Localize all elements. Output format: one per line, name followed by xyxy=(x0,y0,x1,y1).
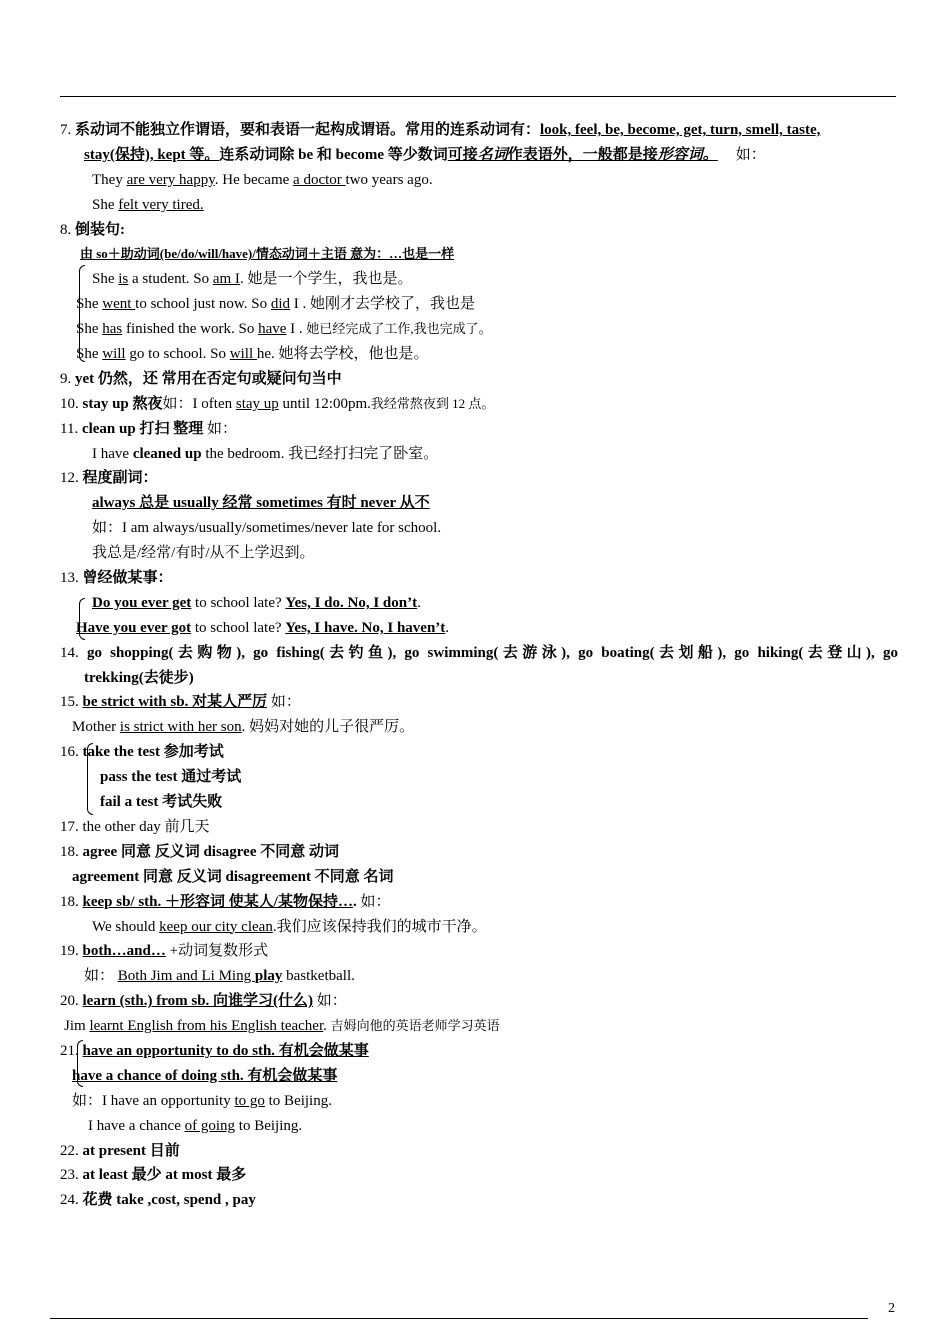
ex-text: . xyxy=(323,1018,331,1035)
item-21-example2 xyxy=(60,1114,898,1139)
ex-underline: will xyxy=(229,346,257,363)
item-11-example xyxy=(60,442,898,467)
item-number: 16. xyxy=(60,744,83,761)
ex-text: to school just now. So xyxy=(135,296,271,313)
ex-underline: felt very tired. xyxy=(118,196,204,213)
ex-text: . 妈妈对她的儿子很严厉。 xyxy=(241,719,415,736)
ex-text: I have xyxy=(92,445,133,462)
item-7-rule: 连系动词除 be 和 become 等少数词 xyxy=(219,146,448,163)
brace-item-16 xyxy=(87,743,93,815)
item-15-example xyxy=(60,715,898,740)
item-24 xyxy=(60,1188,898,1213)
ex-text: two years ago. xyxy=(345,171,433,188)
ex-text: 如：I have an opportunity xyxy=(72,1092,235,1109)
item-7-example1 xyxy=(60,168,898,193)
item-18b-heading: keep sb/ sth. ＋形容词 使某人/某物保持… xyxy=(82,893,353,910)
ex-text: . xyxy=(417,594,421,611)
ex-text: . xyxy=(445,619,450,636)
example-marker: 如： xyxy=(203,420,237,437)
item-number: 15. xyxy=(60,694,83,711)
ex-text: We should xyxy=(92,918,160,935)
item-10 xyxy=(60,392,898,417)
ex-underline: learnt English from his English teacher xyxy=(89,1018,324,1035)
ex-text: She xyxy=(76,296,103,313)
item-7-rule-adj: 形容词。 xyxy=(657,146,718,163)
item-number: 13. xyxy=(60,570,83,587)
item-19-note: +动词复数形式 xyxy=(165,943,269,960)
ex-text: go to school. So xyxy=(125,346,230,363)
item-number: 21. xyxy=(60,1042,83,1059)
item-21-line1 xyxy=(60,1039,898,1064)
ex-underline: keep our city clean xyxy=(159,918,273,935)
item-18b-dot: . xyxy=(352,893,357,910)
ex-underline: has xyxy=(102,321,123,338)
item-18a-text: agree 同意 反义词 disagree 不同意 动词 xyxy=(82,843,340,860)
item-8-example2 xyxy=(60,292,898,317)
item-12-heading: 程度副词： xyxy=(82,470,158,487)
ex-bold-underline: Yes, I do. No, I don’t xyxy=(285,594,418,611)
ex-text: until 12:00pm. xyxy=(278,395,371,412)
item-8-rule: 由 so＋助动词(be/do/will/have)/情态动词＋主语 意为：…也是一样 xyxy=(80,246,455,262)
example-marker: 如： xyxy=(356,893,391,910)
item-7-verbs: look, feel, be, become, get, turn, smell, taste, xyxy=(540,122,821,138)
item-7-line2 xyxy=(60,143,898,168)
item-21-example1 xyxy=(60,1089,898,1114)
brace-item-21 xyxy=(77,1040,83,1087)
ex-text: a student. So xyxy=(128,271,213,288)
item-8-example1 xyxy=(60,267,898,292)
item-number: 24. xyxy=(60,1192,83,1209)
ex-underline: did xyxy=(270,296,291,313)
item-18a-line2: agreement 同意 反义词 disagreement 不同意 名词 xyxy=(72,868,394,885)
example-marker: 如： xyxy=(313,993,347,1010)
ex-text: bastketball. xyxy=(282,968,355,985)
ex-text: the bedroom. 我已经打扫完了卧室。 xyxy=(201,445,439,462)
item-11 xyxy=(60,417,898,442)
ex-text: to Beijing. xyxy=(264,1092,332,1109)
item-14-text: go shopping(去购物), go fishing(去钓鱼), go swimming(去游泳), go boating(去划船), go hiking(去登山), go xyxy=(86,644,898,661)
item-21-opportunity: have an opportunity to do sth. 有机会做某事 xyxy=(82,1042,369,1059)
item-19 xyxy=(60,939,898,964)
item-number: 18. xyxy=(60,893,83,910)
example-marker: 如： xyxy=(267,694,301,711)
ex-bold-underline: Do you ever get xyxy=(92,594,192,611)
ex-underline: is strict with her son xyxy=(119,719,242,736)
item-20-heading: learn (sth.) from sb. 向谁学习(什么) xyxy=(82,993,314,1010)
ex-text: . He became xyxy=(214,171,294,188)
ex-translation: 她已经完成了工作,我也完成了。 xyxy=(306,321,492,337)
ex-text: She xyxy=(76,346,103,363)
item-18a xyxy=(60,840,898,865)
item-13-q2 xyxy=(60,616,898,641)
ex-bold: cleaned up xyxy=(132,445,202,462)
ex-bold-underline: Yes, I have. No, I haven’t xyxy=(285,619,446,636)
ex-underline: am I xyxy=(212,271,240,288)
ex-underline: Both Jim and Li Ming xyxy=(117,968,255,985)
item-16-line3: fail a test 考试失败 xyxy=(100,794,223,811)
item-7-verbs-cont: stay(保持), kept 等。 xyxy=(84,146,220,163)
ex-text: I . xyxy=(286,321,307,338)
item-20 xyxy=(60,989,898,1014)
item-21-line2: have a chance of doing sth. 有机会做某事 xyxy=(72,1067,338,1084)
item-7-text: 系动词不能独立作谓语，要和表语一起构成谓语。常用的连系动词有： xyxy=(75,122,541,138)
item-8-example4 xyxy=(60,342,898,367)
ex-text: Mother xyxy=(72,719,120,736)
brace-item-13 xyxy=(79,598,85,640)
ex-text: Jim xyxy=(64,1018,90,1035)
ex-underline: a doctor xyxy=(293,171,346,188)
ex-text: I . 她刚才去学校了，我也是 xyxy=(290,296,476,313)
ex-text: They xyxy=(92,171,127,188)
item-14-line2: trekking(去徒步) xyxy=(84,669,194,686)
page-number: 2 xyxy=(888,1301,895,1316)
ex-text: She xyxy=(76,321,103,338)
ex-text: finished the work. So xyxy=(122,321,259,338)
item-18b-example xyxy=(60,915,898,940)
item-number: 19. xyxy=(60,943,83,960)
item-16-take: take the test 参加考试 xyxy=(82,744,224,761)
item-8-title xyxy=(60,218,898,243)
item-13 xyxy=(60,566,898,591)
item-13-q1 xyxy=(60,591,898,616)
item-8-example3 xyxy=(60,317,898,342)
item-9-text: yet 仍然，还 常用在否定句或疑问句当中 xyxy=(75,370,342,387)
item-10-heading: stay up 熬夜 xyxy=(82,395,163,412)
ex-text: I have a chance xyxy=(88,1117,185,1134)
ex-text: he. 她将去学校，他也是。 xyxy=(256,346,429,363)
item-16-line2: pass the test 通过考试 xyxy=(100,769,242,786)
item-17: 17. the other day 前几天 xyxy=(60,818,210,835)
item-13-heading: 曾经做某事： xyxy=(82,570,173,587)
document-body xyxy=(60,118,898,1213)
item-24-text: 花费 take ,cost, spend , pay xyxy=(82,1192,256,1209)
ex-text: to school late? xyxy=(191,594,286,611)
ex-text: to Beijing. xyxy=(235,1117,303,1134)
brace-item-8 xyxy=(79,265,85,362)
item-7-rule-noun: 名词 xyxy=(477,146,508,163)
ex-bold-underline: play xyxy=(254,968,283,985)
item-12-example: 如：I am always/usually/sometimes/never late for school. xyxy=(92,520,442,537)
item-12 xyxy=(60,466,898,491)
item-number: 7. xyxy=(60,122,75,138)
item-number: 11. xyxy=(60,420,82,437)
ex-underline: to go xyxy=(234,1092,265,1109)
ex-underline: stay up xyxy=(235,395,279,412)
ex-translation: 吉姆向他的英语老师学习英语 xyxy=(330,1018,500,1034)
ex-underline: is xyxy=(118,271,129,288)
ex-text: She xyxy=(92,196,119,213)
item-number: 18. xyxy=(60,843,83,860)
ex-underline: of going xyxy=(184,1117,236,1134)
item-20-example xyxy=(60,1014,898,1039)
ex-underline: went xyxy=(102,296,136,313)
item-23 xyxy=(60,1163,898,1188)
item-7-line1 xyxy=(60,118,898,143)
item-23-text: at least 最少 at most 最多 xyxy=(82,1167,247,1184)
item-number: 14. xyxy=(60,644,87,661)
item-19-example xyxy=(60,964,898,989)
item-18b xyxy=(60,890,898,915)
item-11-heading: clean up 打扫 整理 xyxy=(81,420,204,437)
item-number: 8. xyxy=(60,221,75,238)
ex-underline: will xyxy=(102,346,126,363)
item-15 xyxy=(60,690,898,715)
ex-underline: have xyxy=(258,321,287,338)
item-number: 9. xyxy=(60,370,75,387)
item-22-text: at present 目前 xyxy=(82,1142,180,1159)
item-number: 20. xyxy=(60,993,83,1010)
ex-text: .我们应该保持我们的城市干净。 xyxy=(272,918,487,935)
ex-underline: are very happy xyxy=(126,171,215,188)
item-22 xyxy=(60,1139,898,1164)
item-7-rule-u2: 作表语外，一般都是接 xyxy=(507,146,658,163)
item-9 xyxy=(60,367,898,392)
ex-text: to school late? xyxy=(191,619,286,636)
ex-text: 如：I often xyxy=(162,395,236,412)
item-number: 22. xyxy=(60,1142,83,1159)
item-14-line1 xyxy=(60,641,898,666)
ex-bold-underline: Have you ever got xyxy=(76,619,192,636)
item-12-words: always 总是 usually 经常 sometimes 有时 never 从不 xyxy=(92,495,430,512)
ex-translation: 我经常熬夜到 12 点。 xyxy=(370,395,495,411)
item-number: 23. xyxy=(60,1167,83,1184)
ex-text: . 她是一个学生，我也是。 xyxy=(239,271,413,288)
item-12-translation: 我总是/经常/有时/从不上学迟到。 xyxy=(92,545,315,562)
ex-text: She xyxy=(92,271,119,288)
item-7-example2 xyxy=(60,193,898,218)
item-number: 10. xyxy=(60,395,83,412)
item-15-heading: be strict with sb. 对某人严厉 xyxy=(82,694,268,711)
item-7-rule-u1: 可接 xyxy=(447,146,478,163)
item-8-heading: 倒装句: xyxy=(75,221,125,238)
footer-rule xyxy=(50,1318,868,1319)
item-19-heading: both…and… xyxy=(82,943,166,960)
item-16-line1 xyxy=(60,740,898,765)
example-marker: 如： xyxy=(735,146,766,163)
item-number: 12. xyxy=(60,470,83,487)
example-marker: 如： xyxy=(84,968,118,985)
header-rule xyxy=(60,96,896,97)
